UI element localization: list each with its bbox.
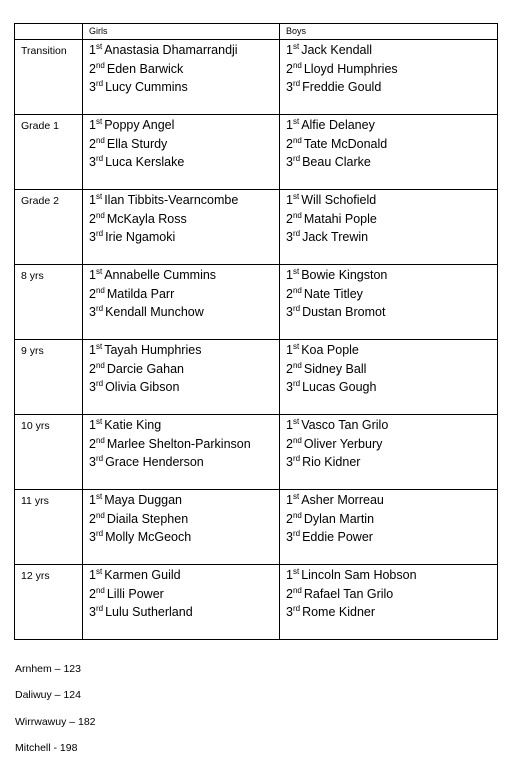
placing-3 <box>89 228 279 247</box>
placing-2 <box>89 210 279 229</box>
placing-3 <box>286 603 497 622</box>
category-cell: 10 yrs <box>15 415 83 490</box>
house-points-line: Daliwuy – 124 <box>15 689 81 702</box>
placing-number: 2 <box>89 586 96 601</box>
placing-number: 1 <box>89 193 96 207</box>
placing-ordinal-suffix: nd <box>292 210 302 220</box>
placing-2 <box>89 360 279 379</box>
competitor-name: Asher Morreau <box>301 493 384 507</box>
house-points-line: Arnhem – 123 <box>15 663 81 675</box>
placing-1 <box>89 491 279 510</box>
competitor-name: Nate Titley <box>303 286 363 301</box>
placing-ordinal-suffix: rd <box>292 229 301 238</box>
competitor-name: Freddie Gould <box>302 80 382 94</box>
placing-ordinal-suffix: nd <box>292 360 302 370</box>
placing-1 <box>286 491 497 510</box>
placing-2 <box>286 210 497 229</box>
placing-2 <box>286 60 497 79</box>
placing-1 <box>89 266 279 285</box>
placing-3 <box>286 228 497 247</box>
competitor-name: Koa Pople <box>301 343 359 357</box>
competitor-name: Eden Barwick <box>106 61 184 76</box>
competitor-name: Bowie Kingston <box>301 268 388 282</box>
placing-ordinal-suffix: nd <box>95 510 105 520</box>
placing-number: 2 <box>89 211 96 226</box>
placing-number: 1 <box>89 568 96 582</box>
competitor-name: Olivia Gibson <box>105 380 180 394</box>
placing-1 <box>286 41 497 60</box>
placing-2 <box>89 435 279 454</box>
placing-ordinal-suffix: nd <box>95 360 105 370</box>
boys-placings-cell <box>280 265 498 340</box>
placing-number: 1 <box>286 418 293 432</box>
placing-1 <box>89 341 279 360</box>
competitor-name: Lloyd Humphries <box>303 61 398 76</box>
placing-3 <box>89 78 279 97</box>
placing-number: 1 <box>89 43 96 57</box>
placing-ordinal-suffix: st <box>292 492 300 501</box>
girls-placings-cell <box>83 115 280 190</box>
table-row <box>15 115 498 190</box>
placing-3 <box>286 378 497 397</box>
placing-number: 1 <box>89 118 96 132</box>
placing-number: 1 <box>286 43 293 57</box>
girls-placings-cell <box>83 40 280 115</box>
competitor-name: Poppy Angel <box>104 118 175 132</box>
placing-1 <box>89 566 279 585</box>
placing-ordinal-suffix: rd <box>292 304 301 313</box>
competitor-name: Kendall Munchow <box>105 305 204 319</box>
competitor-name: Darcie Gahan <box>106 361 184 376</box>
placing-2 <box>286 435 497 454</box>
category-cell: 9 yrs <box>15 340 83 415</box>
competitor-name: Vasco Tan Grilo <box>301 418 389 432</box>
placing-number: 3 <box>286 380 293 394</box>
girls-placings-cell <box>83 340 280 415</box>
competitor-name: Katie King <box>104 418 162 432</box>
placing-number: 1 <box>286 268 293 282</box>
boys-placings-cell <box>280 340 498 415</box>
placing-number: 3 <box>89 530 96 544</box>
placing-number: 3 <box>286 530 293 544</box>
placing-number: 2 <box>286 511 293 526</box>
placing-3 <box>89 378 279 397</box>
boys-placings-cell <box>280 565 498 640</box>
placing-3 <box>286 303 497 322</box>
placing-number: 2 <box>89 361 96 376</box>
boys-placings-cell <box>280 115 498 190</box>
placing-number: 1 <box>286 118 293 132</box>
competitor-name: Lulu Sutherland <box>105 605 193 619</box>
placing-ordinal-suffix: rd <box>292 79 301 88</box>
placing-number: 2 <box>89 136 96 151</box>
placing-3 <box>89 153 279 172</box>
category-cell: Grade 1 <box>15 115 83 190</box>
placing-ordinal-suffix: nd <box>95 210 105 220</box>
competitor-name: Rafael Tan Grilo <box>303 586 394 601</box>
placing-number: 2 <box>286 211 293 226</box>
placing-ordinal-suffix: st <box>292 42 300 51</box>
placing-number: 2 <box>286 286 293 301</box>
placing-number: 3 <box>89 80 96 94</box>
placing-3 <box>89 603 279 622</box>
placing-1 <box>286 566 497 585</box>
placing-number: 3 <box>286 230 293 244</box>
placing-1 <box>286 416 497 435</box>
placing-number: 3 <box>286 80 293 94</box>
placing-ordinal-suffix: st <box>95 267 103 276</box>
category-cell: Grade 2 <box>15 190 83 265</box>
house-points-line: Wirrwawuy – 182 <box>15 715 96 728</box>
competitor-name: Luca Kerslake <box>105 155 185 169</box>
placing-ordinal-suffix: st <box>95 192 103 201</box>
placing-number: 3 <box>89 305 96 319</box>
boys-placings-cell <box>280 40 498 115</box>
placing-number: 2 <box>286 436 293 451</box>
placing-1 <box>286 266 497 285</box>
placing-ordinal-suffix: rd <box>95 379 104 388</box>
placing-number: 2 <box>286 136 293 151</box>
category-cell: 11 yrs <box>15 490 83 565</box>
placing-ordinal-suffix: nd <box>95 585 105 595</box>
competitor-name: Lucy Cummins <box>105 80 188 94</box>
placing-ordinal-suffix: st <box>292 417 300 426</box>
table-row <box>15 40 498 115</box>
placing-3 <box>286 528 497 547</box>
placing-3 <box>286 78 497 97</box>
placing-number: 3 <box>89 455 96 469</box>
competitor-name: Oliver Yerbury <box>303 436 383 451</box>
competitor-name: Annabelle Cummins <box>104 268 217 282</box>
placing-ordinal-suffix: rd <box>95 154 104 163</box>
placing-1 <box>89 416 279 435</box>
competitor-name: Irie Ngamoki <box>105 230 176 244</box>
competitor-name: Ella Sturdy <box>106 136 168 151</box>
category-cell: Transition <box>15 40 83 115</box>
placing-number: 1 <box>286 343 293 357</box>
competitor-name: Jack Trewin <box>302 230 369 244</box>
placing-number: 1 <box>286 568 293 582</box>
placing-ordinal-suffix: rd <box>95 304 104 313</box>
house-points-line: Mitchell - 198 <box>15 741 78 754</box>
placing-3 <box>89 453 279 472</box>
placing-ordinal-suffix: rd <box>95 229 104 238</box>
placing-ordinal-suffix: nd <box>292 285 302 295</box>
header-girls: Girls <box>83 24 280 40</box>
placing-number: 3 <box>89 155 96 169</box>
competitor-name: Diaila Stephen <box>106 511 189 526</box>
competitor-name: Rio Kidner <box>302 455 361 469</box>
placing-number: 3 <box>89 230 96 244</box>
competitor-name: Beau Clarke <box>302 155 371 169</box>
placing-1 <box>89 116 279 135</box>
results-table-body <box>15 24 498 640</box>
placing-1 <box>286 341 497 360</box>
placing-ordinal-suffix: rd <box>292 604 301 613</box>
competitor-name: Rome Kidner <box>302 605 376 619</box>
competitor-name: Anastasia Dhamarrandji <box>104 43 238 57</box>
table-row <box>15 265 498 340</box>
competitor-name: Marlee Shelton-Parkinson <box>106 436 251 451</box>
placing-2 <box>89 585 279 604</box>
placing-ordinal-suffix: st <box>95 492 103 501</box>
girls-placings-cell <box>83 565 280 640</box>
placing-ordinal-suffix: rd <box>292 529 301 538</box>
placing-1 <box>286 191 497 210</box>
placing-2 <box>286 360 497 379</box>
placing-number: 1 <box>286 193 293 207</box>
competitor-name: Will Schofield <box>301 193 377 207</box>
placing-2 <box>286 510 497 529</box>
competitor-name: Karmen Guild <box>104 568 181 582</box>
placing-number: 3 <box>286 455 293 469</box>
placing-number: 2 <box>89 436 96 451</box>
placing-ordinal-suffix: nd <box>292 435 302 445</box>
competitor-name: Lincoln Sam Hobson <box>301 568 417 582</box>
placing-number: 1 <box>89 343 96 357</box>
placing-ordinal-suffix: st <box>95 117 103 126</box>
placing-ordinal-suffix: rd <box>292 454 301 463</box>
competitor-name: Maya Duggan <box>104 493 183 507</box>
placing-ordinal-suffix: nd <box>95 60 105 70</box>
placing-1 <box>89 191 279 210</box>
competitor-name: Matahi Pople <box>303 211 377 226</box>
placing-ordinal-suffix: st <box>95 42 103 51</box>
placing-number: 3 <box>286 155 293 169</box>
placing-ordinal-suffix: nd <box>292 135 302 145</box>
competitor-name: Eddie Power <box>302 530 373 544</box>
placing-ordinal-suffix: rd <box>95 79 104 88</box>
house-points-list <box>15 662 96 767</box>
competitor-name: Jack Kendall <box>301 43 373 57</box>
placing-ordinal-suffix: st <box>292 117 300 126</box>
placing-3 <box>286 153 497 172</box>
placing-ordinal-suffix: st <box>292 192 300 201</box>
placing-1 <box>286 116 497 135</box>
placing-ordinal-suffix: st <box>95 417 103 426</box>
placing-number: 3 <box>89 380 96 394</box>
placing-number: 2 <box>286 586 293 601</box>
placing-ordinal-suffix: rd <box>95 604 104 613</box>
placing-ordinal-suffix: nd <box>292 510 302 520</box>
placing-3 <box>89 303 279 322</box>
placing-ordinal-suffix: rd <box>292 154 301 163</box>
placing-2 <box>89 60 279 79</box>
placing-2 <box>89 510 279 529</box>
placing-ordinal-suffix: nd <box>95 435 105 445</box>
placing-number: 1 <box>286 493 293 507</box>
placing-number: 1 <box>89 493 96 507</box>
category-cell: 8 yrs <box>15 265 83 340</box>
placing-3 <box>89 528 279 547</box>
placing-number: 2 <box>89 61 96 76</box>
placing-number: 3 <box>286 605 293 619</box>
table-row <box>15 565 498 640</box>
boys-placings-cell <box>280 190 498 265</box>
results-table <box>14 23 498 640</box>
table-header-row <box>15 24 498 40</box>
placing-number: 2 <box>89 511 96 526</box>
placing-ordinal-suffix: nd <box>95 135 105 145</box>
girls-placings-cell <box>83 415 280 490</box>
girls-placings-cell <box>83 265 280 340</box>
competitor-name: Molly McGeoch <box>105 530 192 544</box>
header-category <box>15 24 83 40</box>
girls-placings-cell <box>83 190 280 265</box>
table-row <box>15 190 498 265</box>
competitor-name: Matilda Parr <box>106 286 175 301</box>
placing-ordinal-suffix: st <box>95 342 103 351</box>
competitor-name: Sidney Ball <box>303 361 367 376</box>
competitor-name: Dustan Bromot <box>302 305 386 319</box>
competitor-name: Tayah Humphries <box>104 343 202 357</box>
placing-ordinal-suffix: st <box>292 342 300 351</box>
placing-2 <box>89 135 279 154</box>
placing-number: 1 <box>89 268 96 282</box>
placing-2 <box>286 135 497 154</box>
placing-2 <box>286 285 497 304</box>
competitor-name: Ilan Tibbits-Vearncombe <box>104 193 239 207</box>
placing-number: 2 <box>89 286 96 301</box>
placing-number: 2 <box>286 361 293 376</box>
competitor-name: Dylan Martin <box>303 511 375 526</box>
competitor-name: Alfie Delaney <box>301 118 375 132</box>
girls-placings-cell <box>83 490 280 565</box>
placing-ordinal-suffix: nd <box>95 285 105 295</box>
placing-3 <box>286 453 497 472</box>
placing-ordinal-suffix: rd <box>95 454 104 463</box>
category-cell: 12 yrs <box>15 565 83 640</box>
placing-number: 3 <box>286 305 293 319</box>
competitor-name: Grace Henderson <box>105 455 204 469</box>
placing-ordinal-suffix: nd <box>292 585 302 595</box>
placing-ordinal-suffix: st <box>292 567 300 576</box>
boys-placings-cell <box>280 415 498 490</box>
competitor-name: Tate McDonald <box>303 136 388 151</box>
placing-2 <box>286 585 497 604</box>
header-boys: Boys <box>280 24 498 40</box>
placing-ordinal-suffix: st <box>292 267 300 276</box>
competitor-name: Lilli Power <box>106 586 164 601</box>
placing-number: 1 <box>89 418 96 432</box>
boys-placings-cell <box>280 490 498 565</box>
placing-number: 3 <box>89 605 96 619</box>
placing-number: 2 <box>286 61 293 76</box>
table-row <box>15 415 498 490</box>
competitor-name: Lucas Gough <box>302 380 377 394</box>
placing-ordinal-suffix: rd <box>95 529 104 538</box>
placing-1 <box>89 41 279 60</box>
table-row <box>15 490 498 565</box>
placing-ordinal-suffix: st <box>95 567 103 576</box>
competitor-name: McKayla Ross <box>106 211 187 226</box>
table-row <box>15 340 498 415</box>
placing-ordinal-suffix: rd <box>292 379 301 388</box>
placing-2 <box>89 285 279 304</box>
placing-ordinal-suffix: nd <box>292 60 302 70</box>
